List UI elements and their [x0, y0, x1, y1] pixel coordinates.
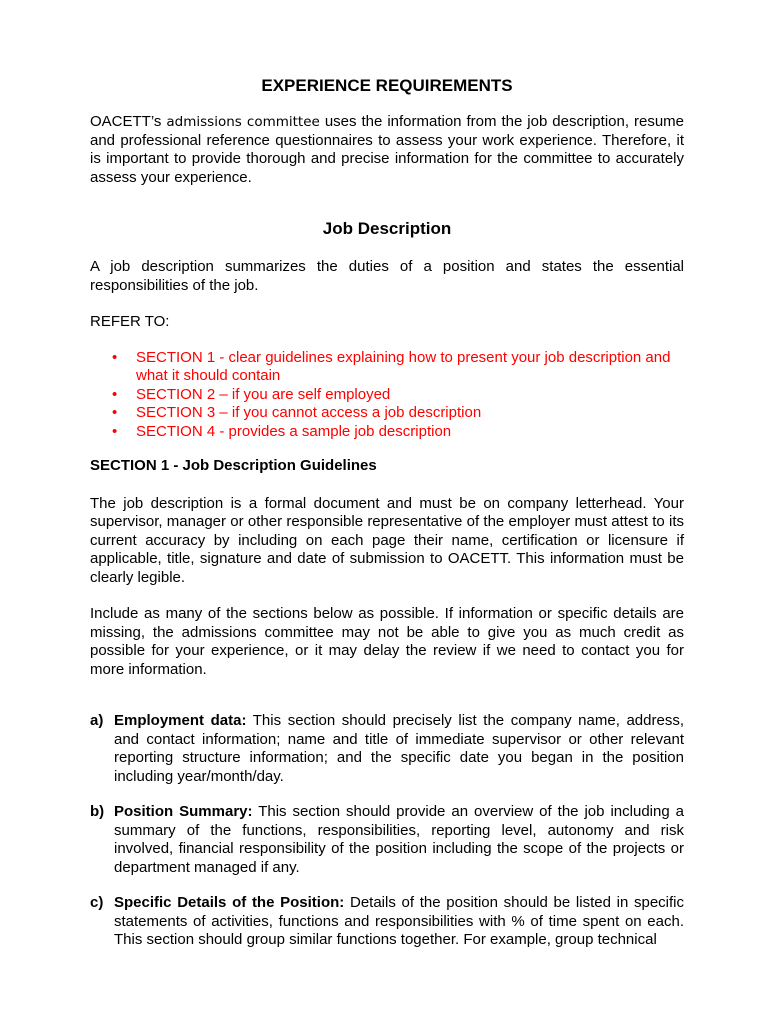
intro-org: OACETT — [90, 113, 151, 130]
item-marker: c) — [90, 894, 104, 911]
refer-to-label: REFER TO: — [90, 313, 170, 330]
refer-item-text: SECTION 3 – if you cannot access a job description — [136, 404, 482, 421]
item-label: Position Summary: — [114, 803, 253, 820]
intro-text: uses the information from the job description, resume and professional reference questionnaires to assess your work experience. Therefore, it is important to provide thorough and precise information for the committee to accurately assess your experience. — [90, 113, 685, 186]
intro-paragraph — [90, 113, 684, 187]
list-item — [90, 349, 684, 386]
refer-item-text: SECTION 1 - clear guidelines explaining how to present your job description and what it should contain — [136, 348, 671, 384]
bullet-icon: • — [112, 404, 118, 421]
document-title: EXPERIENCE REQUIREMENTS — [261, 76, 513, 95]
item-marker: a) — [90, 712, 104, 729]
job-description-heading: Job Description — [322, 219, 452, 238]
refer-list — [90, 349, 684, 442]
item-text: This section should precisely list the company name, address, and contact information; name and title of immediate supervisor or other relevant reporting structure information; and the specific date you began in the position including year/month/day. — [114, 712, 684, 785]
item-label: Employment data: — [114, 712, 247, 729]
refer-item-text: SECTION 4 - provides a sample job description — [136, 422, 452, 440]
item-text: This section should provide an overview of the job including a summary of the functions, responsibilities, reporting level, autonomy and risk involved, financial responsibility of the position including the scope of the projects or department managed if any. — [114, 803, 684, 876]
item-text: Details of the position should be listed in specific statements of activities, functions and responsibilities with % of time spent on each. This section should group similar functions together. For example, group technical — [114, 894, 685, 948]
list-item — [90, 894, 684, 950]
bullet-icon: • — [112, 348, 118, 366]
section1-paragraph-2: Include as many of the sections below as possible. If information or specific details are missing, the admissions committee may not be able to give you as much credit as possible for your experience, or it may delay the review if we need to contact you for more information. — [90, 605, 684, 678]
bullet-icon: • — [112, 385, 118, 403]
section1-paragraph-1: The job description is a formal document and must be on company letterhead. Your supervisor, manager or other responsible representative of the employer must attest to its current accuracy by including on each page their name, certification or licensure if applicable, title, signature and date of submission to OACETT. This information must be clearly legible. — [90, 494, 684, 586]
section1-heading: SECTION 1 - Job Description Guidelines — [90, 457, 377, 474]
list-item — [90, 423, 684, 442]
intro-possessive: ’s — [150, 113, 167, 130]
intro-committee: admissions committee — [166, 114, 320, 130]
list-item — [90, 404, 684, 423]
refer-item-text: SECTION 2 – if you are self employed — [136, 385, 391, 403]
document-page — [90, 70, 684, 967]
guidelines-list — [90, 712, 684, 950]
job-description-text: A job description summarizes the duties of a position and states the essential responsibilities of the job. — [90, 258, 684, 294]
bullet-icon: • — [112, 422, 118, 440]
list-item — [90, 712, 684, 786]
list-item — [90, 386, 684, 405]
item-label: Specific Details of the Position: — [114, 894, 345, 911]
list-item — [90, 803, 684, 877]
item-marker: b) — [90, 803, 105, 820]
